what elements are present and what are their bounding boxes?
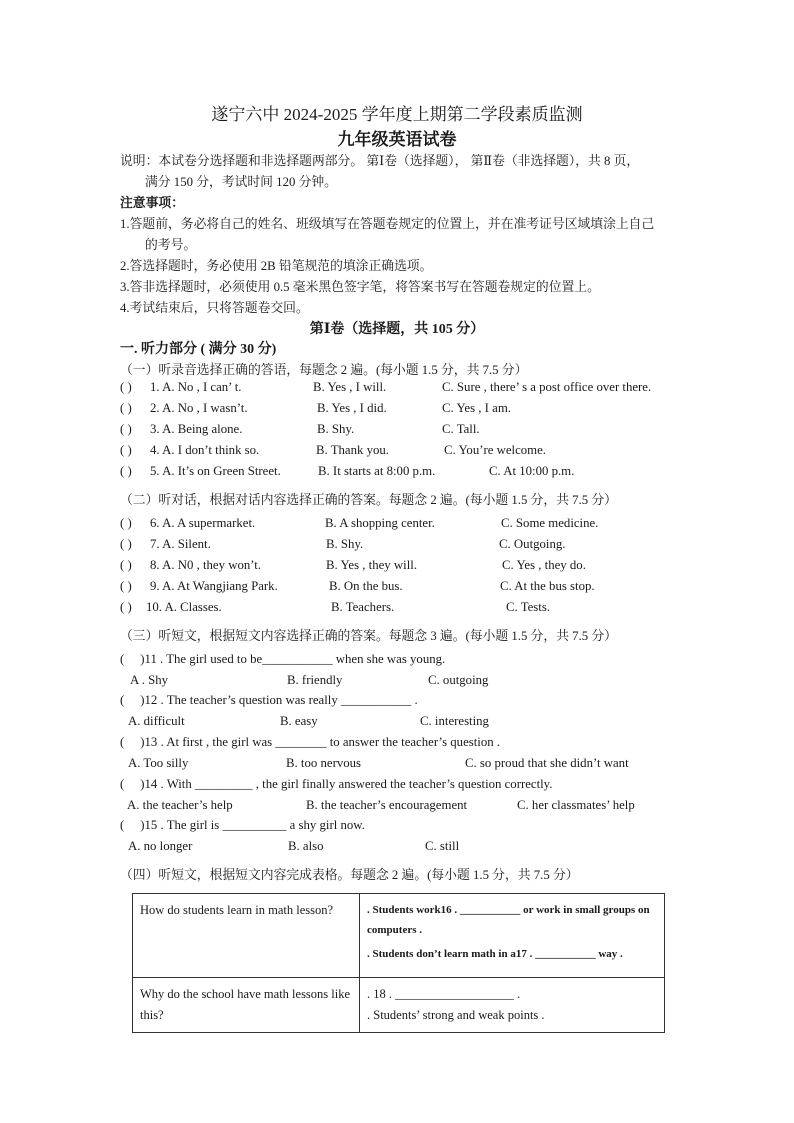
option-b: B. Yes , I did. [317,401,387,415]
option-a: 6. A. A supermarket. [150,516,256,530]
table-cell [360,978,665,1033]
question-stem: ( )14 . With _________ , the girl finally answered the teacher’s question correctly. [120,777,553,791]
option-b: B. Yes , I will. [313,380,387,394]
option-a: A . Shy [130,673,169,687]
option-a: 5. A. It’s on Green Street. [150,464,281,478]
option-a: 4. A. I don’t think so. [150,443,260,457]
option-b: B. Yes , they will. [326,558,418,572]
answer-paren: ( ) [120,516,132,530]
option-b: B. friendly [287,673,343,687]
answer-paren: ( ) [120,464,132,478]
option-a: 2. A. No , I wasn’t. [150,401,248,415]
option-a: A. no longer [128,839,193,853]
note-item: 的考号。 [145,238,197,252]
cell-line: . 18 . ___________________ . [367,987,521,1001]
option-b: B. too nervous [286,756,362,770]
question-stem: ( )15 . The girl is __________ a shy girl now. [120,818,365,832]
option-c: C. At 10:00 p.m. [489,464,575,478]
answer-paren: ( ) [120,579,132,593]
option-c: C. You’re welcome. [444,443,547,457]
notes-title: 注意事项： [120,196,184,210]
option-a: A. the teacher’s help [127,798,233,812]
option-a: 10. A. Classes. [146,600,222,614]
note-item: 2.答选择题时，务必使用 2B 铅笔规范的填涂正确选项。 [120,259,433,273]
option-c: C. her classmates’ help [517,798,635,812]
option-a: 9. A. At Wangjiang Park. [150,579,278,593]
option-a: 3. A. Being alone. [150,422,243,436]
option-c: C. Tall. [442,422,480,436]
answer-paren: ( ) [120,558,132,572]
option-b: B. easy [280,714,318,728]
table-cell: Why do the school have math lessons like this? [133,978,360,1033]
option-a: 7. A. Silent. [150,537,211,551]
table-row [133,978,665,1033]
option-a: 8. A. N0 , they won’t. [150,558,262,572]
cell-line: . Students don’t learn math in a17 . ___________ way . [367,948,623,960]
table-row [133,894,665,978]
answer-paren: ( ) [120,600,132,614]
answer-table [132,893,665,1033]
section-heading: （一）听录音选择正确的答语，每题念 2 遍。(每小题 1.5 分，共 7.5 分） [120,363,528,377]
question-stem: ( )13 . At first , the girl was ________ to answer the teacher’s question . [120,735,501,749]
question-stem: ( )11 . The girl used to be___________ when she was young. [120,652,446,666]
option-a: A. Too silly [128,756,189,770]
option-c: C. At the bus stop. [500,579,595,593]
option-c: C. Tests. [506,600,551,614]
answer-paren: ( ) [120,537,132,551]
option-c: C. Yes , they do. [502,558,586,572]
stem-text: )14 . With _________ , the girl finally answered the teacher’s question correctly. [140,777,553,791]
section-heading: （二）听对话，根据对话内容选择正确的答案。每题念 2 遍。(每小题 1.5 分，共 7.5 分） [120,493,617,507]
table-cell [360,894,665,978]
note-item: 3.答非选择题时，必须使用 0.5 毫米黑色签字笔，将答案书写在答题卷规定的位置上。 [120,280,600,294]
option-b: B. On the bus. [329,579,403,593]
option-c: C. Sure , there’ s a post office over there. [442,380,652,394]
option-c: C. interesting [420,714,489,728]
option-c: C. Outgoing. [499,537,566,551]
option-a: 1. A. No , I can’ t. [150,380,242,394]
part-title: 一. 听力部分 ( 满分 30 分) [120,342,277,357]
answer-paren: ( ) [120,422,132,436]
cell-line: . Students work16 . ___________ or work in small groups on computers . [367,904,650,936]
option-c: C. so proud that she didn’t want [465,756,629,770]
option-b: B. Teachers. [331,600,395,614]
option-b: B. Shy. [326,537,364,551]
stem-text: )12 . The teacher’s question was really ___________ . [140,693,418,707]
option-b: B. A shopping center. [325,516,435,530]
answer-paren: ( ) [120,443,132,457]
question-stem: ( )12 . The teacher’s question was really ___________ . [120,693,418,707]
section-heading: （四）听短文，根据短文内容完成表格。每题念 2 遍。(每小题 1.5 分，共 7.5 分） [120,868,579,882]
option-c: C. still [425,839,460,853]
answer-paren: ( ) [120,380,132,394]
exam-title: 遂宁六中 2024-2025 学年度上期第二学段素质监测 [211,105,583,124]
option-c: C. Yes , I am. [442,401,511,415]
option-c: C. outgoing [428,673,489,687]
note-item: 4.考试结束后，只将答题卷交回。 [120,301,309,315]
instructions-line: 满分 150 分，考试时间 120 分钟。 [145,175,337,189]
option-b: B. Thank you. [316,443,389,457]
option-a: A. difficult [128,714,185,728]
exam-subtitle: 九年级英语试卷 [337,130,457,149]
section-heading: （三）听短文，根据短文内容选择正确的答案。每题念 3 遍。(每小题 1.5 分，共 7.5 分） [120,629,617,643]
note-item: 1.答题前，务必将自己的姓名、班级填写在答题卷规定的位置上，并在准考证号区域填涂上自己 [120,217,655,231]
stem-text: )15 . The girl is __________ a shy girl now. [140,818,365,832]
option-b: B. Shy. [317,422,355,436]
table-cell: How do students learn in math lesson? [133,894,360,978]
option-b: B. It starts at 8:00 p.m. [318,464,436,478]
stem-text: )11 . The girl used to be___________ when she was young. [140,652,446,666]
cell-line: . Students’ strong and weak points . [367,1008,545,1022]
instructions-line: 说明：本试卷分选择题和非选择题两部分。 第Ⅰ卷（选择题）， 第Ⅱ卷（非选择题），共 8 页， [120,154,640,168]
volume-title: 第Ⅰ卷（选择题，共 105 分） [309,322,485,337]
option-b: B. also [288,839,324,853]
option-c: C. Some medicine. [501,516,599,530]
option-b: B. the teacher’s encouragement [306,798,468,812]
answer-paren: ( ) [120,401,132,415]
stem-text: )13 . At first , the girl was ________ to answer the teacher’s question . [140,735,501,749]
